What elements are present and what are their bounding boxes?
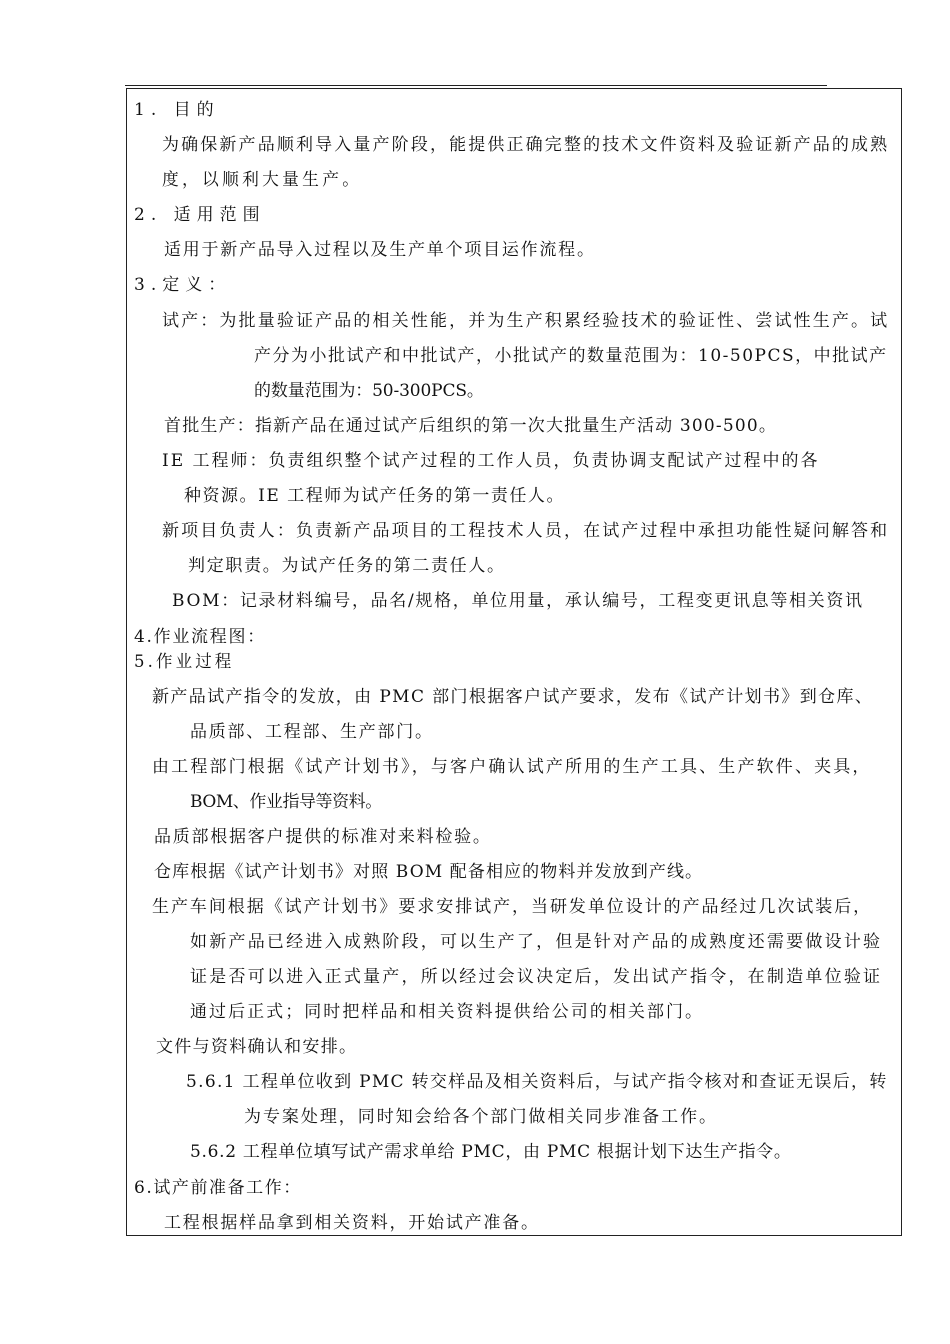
section-heading: 6.试产前准备工作： xyxy=(134,1178,302,1198)
paragraph-line: 为确保新产品顺利导入量产阶段，能提供正确完整的技术文件资料及验证新产品的成熟 xyxy=(162,135,890,155)
section-heading: 1. 目的 xyxy=(134,100,220,120)
definition-line: IE 工程师：负责组织整个试产过程的工作人员，负责协调支配试产过程中的各 xyxy=(162,451,820,471)
procedure-line: 仓库根据《试产计划书》对照 BOM 配备相应的物料并发放到产线。 xyxy=(154,862,704,882)
header-rule xyxy=(125,85,827,86)
section-heading: 3.定义： xyxy=(134,275,232,295)
section-heading: 4.作业流程图： xyxy=(134,627,266,647)
procedure-subitem: 5.6.1 工程单位收到 PMC 转交样品及相关资料后，与试产指令核对和查证无误后，转 xyxy=(186,1072,888,1092)
procedure-line: BOM、作业指导等资料。 xyxy=(190,792,382,812)
procedure-line: 通过后正式；同时把样品和相关资料提供给公司的相关部门。 xyxy=(190,1002,705,1022)
procedure-line: 如新产品已经进入成熟阶段，可以生产了，但是针对产品的成熟度还需要做设计验 xyxy=(190,932,883,952)
procedure-line: 新产品试产指令的发放，由 PMC 部门根据客户试产要求，发布《试产计划书》到仓库、 xyxy=(152,687,874,707)
procedure-line: 生产车间根据《试产计划书》要求安排试产，当研发单位设计的产品经过几次试装后， xyxy=(152,897,873,917)
paragraph-line: 度，以顺利大量生产。 xyxy=(162,170,363,190)
procedure-line: 证是否可以进入正式量产，所以经过会议决定后，发出试产指令，在制造单位验证 xyxy=(190,967,883,987)
definition-line: 产分为小批试产和中批试产，小批试产的数量范围为：10-50PCS，中批试产 xyxy=(254,346,888,366)
procedure-line: 品质部根据客户提供的标准对来料检验。 xyxy=(154,827,492,847)
procedure-line: 文件与资料确认和安排。 xyxy=(156,1037,358,1057)
section-heading: 2. 适用范围 xyxy=(134,205,266,225)
procedure-subitem: 5.6.2 工程单位填写试产需求单给 PMC，由 PMC 根据计划下达生产指令。 xyxy=(190,1142,792,1162)
procedure-line: 由工程部门根据《试产计划书》，与客户确认试产所用的生产工具、生产软件、夹具， xyxy=(152,757,872,777)
definition-line: 判定职责。为试产任务的第二责任人。 xyxy=(188,556,506,576)
definition-line: BOM：记录材料编号，品名/规格，单位用量，承认编号，工程变更讯息等相关资讯 xyxy=(172,591,864,611)
definition-line: 首批生产：指新产品在通过试产后组织的第一次大批量生产活动 300-500。 xyxy=(164,416,778,436)
definition-line: 的数量范围为：50-300PCS。 xyxy=(254,381,484,401)
paragraph-line: 适用于新产品导入过程以及生产单个项目运作流程。 xyxy=(164,240,596,260)
procedure-line: 品质部、工程部、生产部门。 xyxy=(190,722,434,742)
definition-line: 试产：为批量验证产品的相关性能，并为生产积累经验技术的验证性、尝试性生产。试 xyxy=(162,311,890,331)
section-heading: 5.作业过程 xyxy=(134,652,235,672)
definition-line: 新项目负责人：负责新产品项目的工程技术人员，在试产过程中承担功能性疑问解答和 xyxy=(162,521,890,541)
procedure-subitem: 为专案处理，同时知会给各个部门做相关同步准备工作。 xyxy=(244,1107,718,1127)
definition-line: 种资源。IE 工程师为试产任务的第一责任人。 xyxy=(184,486,565,506)
paragraph-line: 工程根据样品拿到相关资料，开始试产准备。 xyxy=(164,1213,540,1233)
